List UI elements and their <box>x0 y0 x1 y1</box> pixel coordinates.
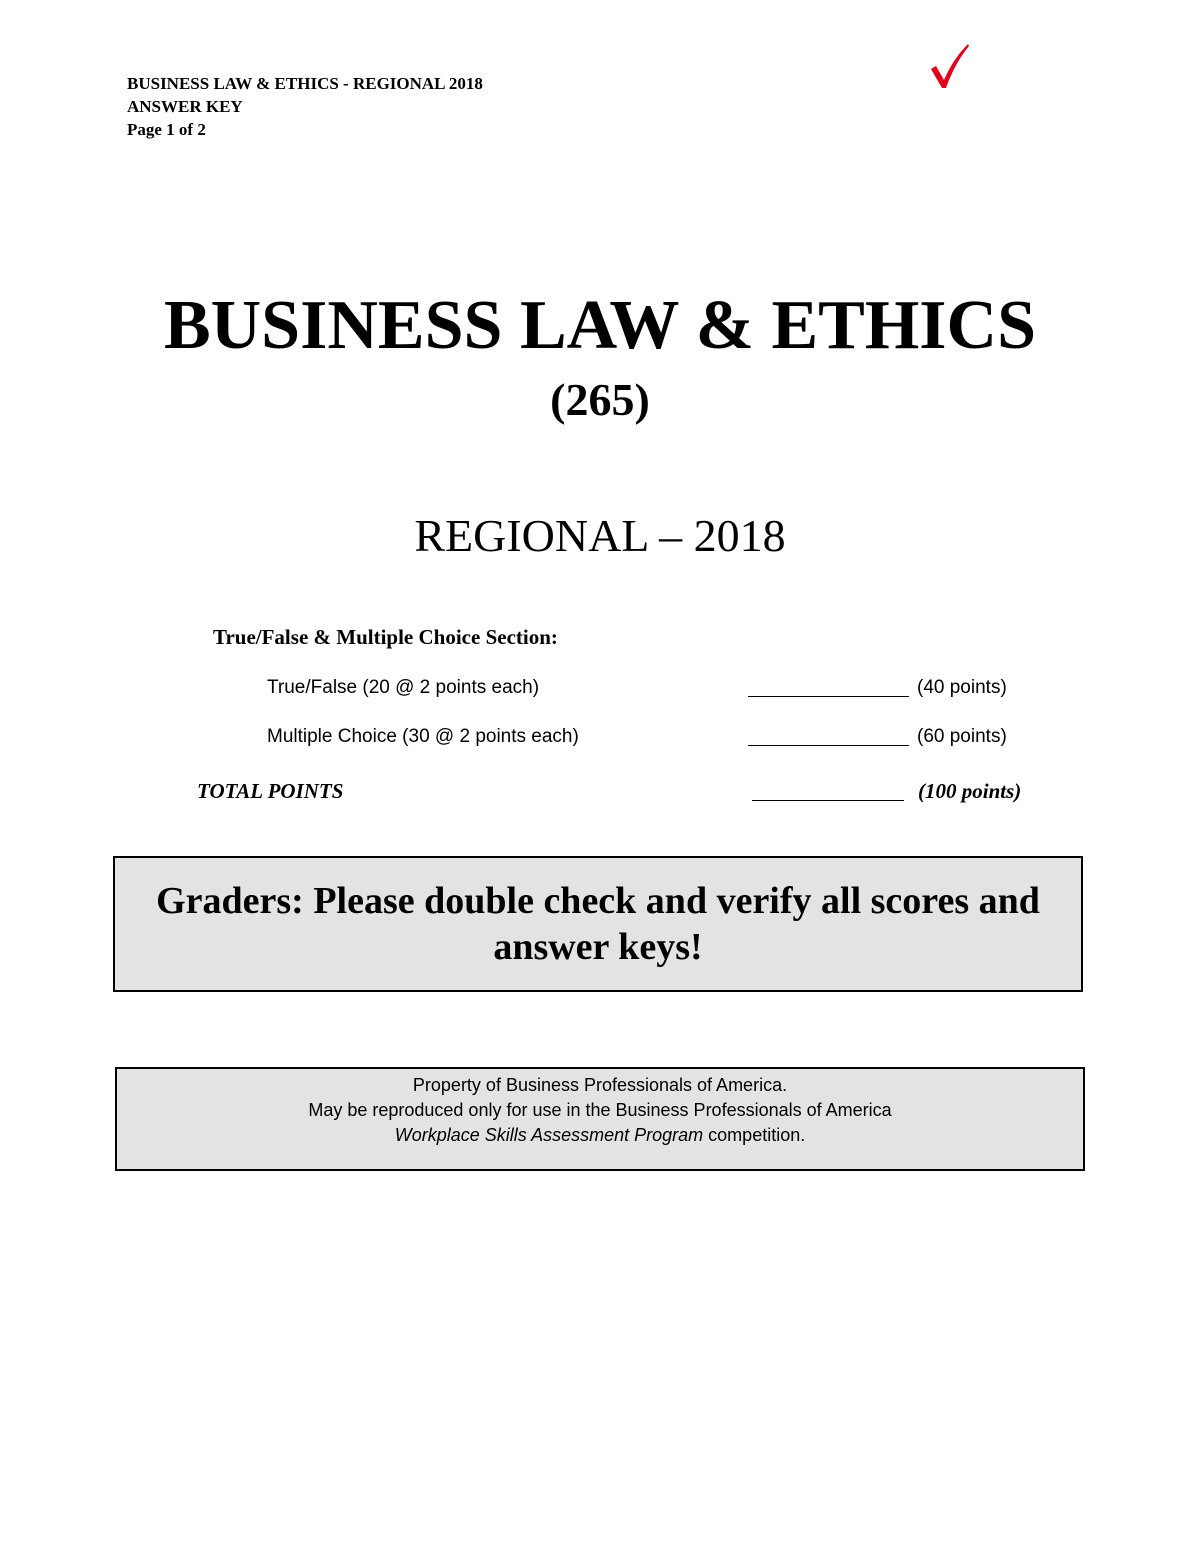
page-header <box>127 72 483 141</box>
document-title: BUSINESS LAW & ETHICS <box>163 287 1037 364</box>
true-false-label: True/False (20 @ 2 points each) <box>267 677 540 698</box>
property-notice-box <box>115 1067 1085 1171</box>
graders-notice-line1: Graders: Please double check and verify all scores and <box>156 880 1040 922</box>
multiple-choice-score-line <box>748 745 909 746</box>
program-name: Workplace Skills Assessment Program <box>394 1125 704 1145</box>
multiple-choice-points: (60 points) <box>917 726 1007 747</box>
property-notice-line3-rest: competition. <box>703 1125 806 1145</box>
red-checkmark-icon <box>928 42 970 90</box>
total-score-line <box>752 800 904 801</box>
header-test-title: BUSINESS LAW & ETHICS - REGIONAL 2018 <box>127 74 483 93</box>
header-answer-key: ANSWER KEY <box>127 97 243 116</box>
true-false-points: (40 points) <box>917 677 1007 698</box>
section-heading: True/False & Multiple Choice Section: <box>213 625 558 649</box>
property-notice-line3 <box>117 1123 1083 1148</box>
graders-notice-line2: answer keys! <box>493 926 703 968</box>
graders-notice-text <box>156 878 1040 970</box>
true-false-score-line <box>748 696 909 697</box>
edition-title: REGIONAL – 2018 <box>414 510 786 561</box>
property-notice-line1: Property of Business Professionals of America. <box>412 1075 788 1095</box>
property-notice-line2: May be reproduced only for use in the Business Professionals of America <box>308 1100 892 1120</box>
total-points-label: TOTAL POINTS <box>197 779 344 803</box>
header-page-number: Page 1 of 2 <box>127 120 206 139</box>
event-code: (265) <box>550 374 650 425</box>
total-points-value: (100 points) <box>918 779 1022 803</box>
multiple-choice-label: Multiple Choice (30 @ 2 points each) <box>267 726 579 747</box>
graders-notice-box <box>113 856 1083 992</box>
